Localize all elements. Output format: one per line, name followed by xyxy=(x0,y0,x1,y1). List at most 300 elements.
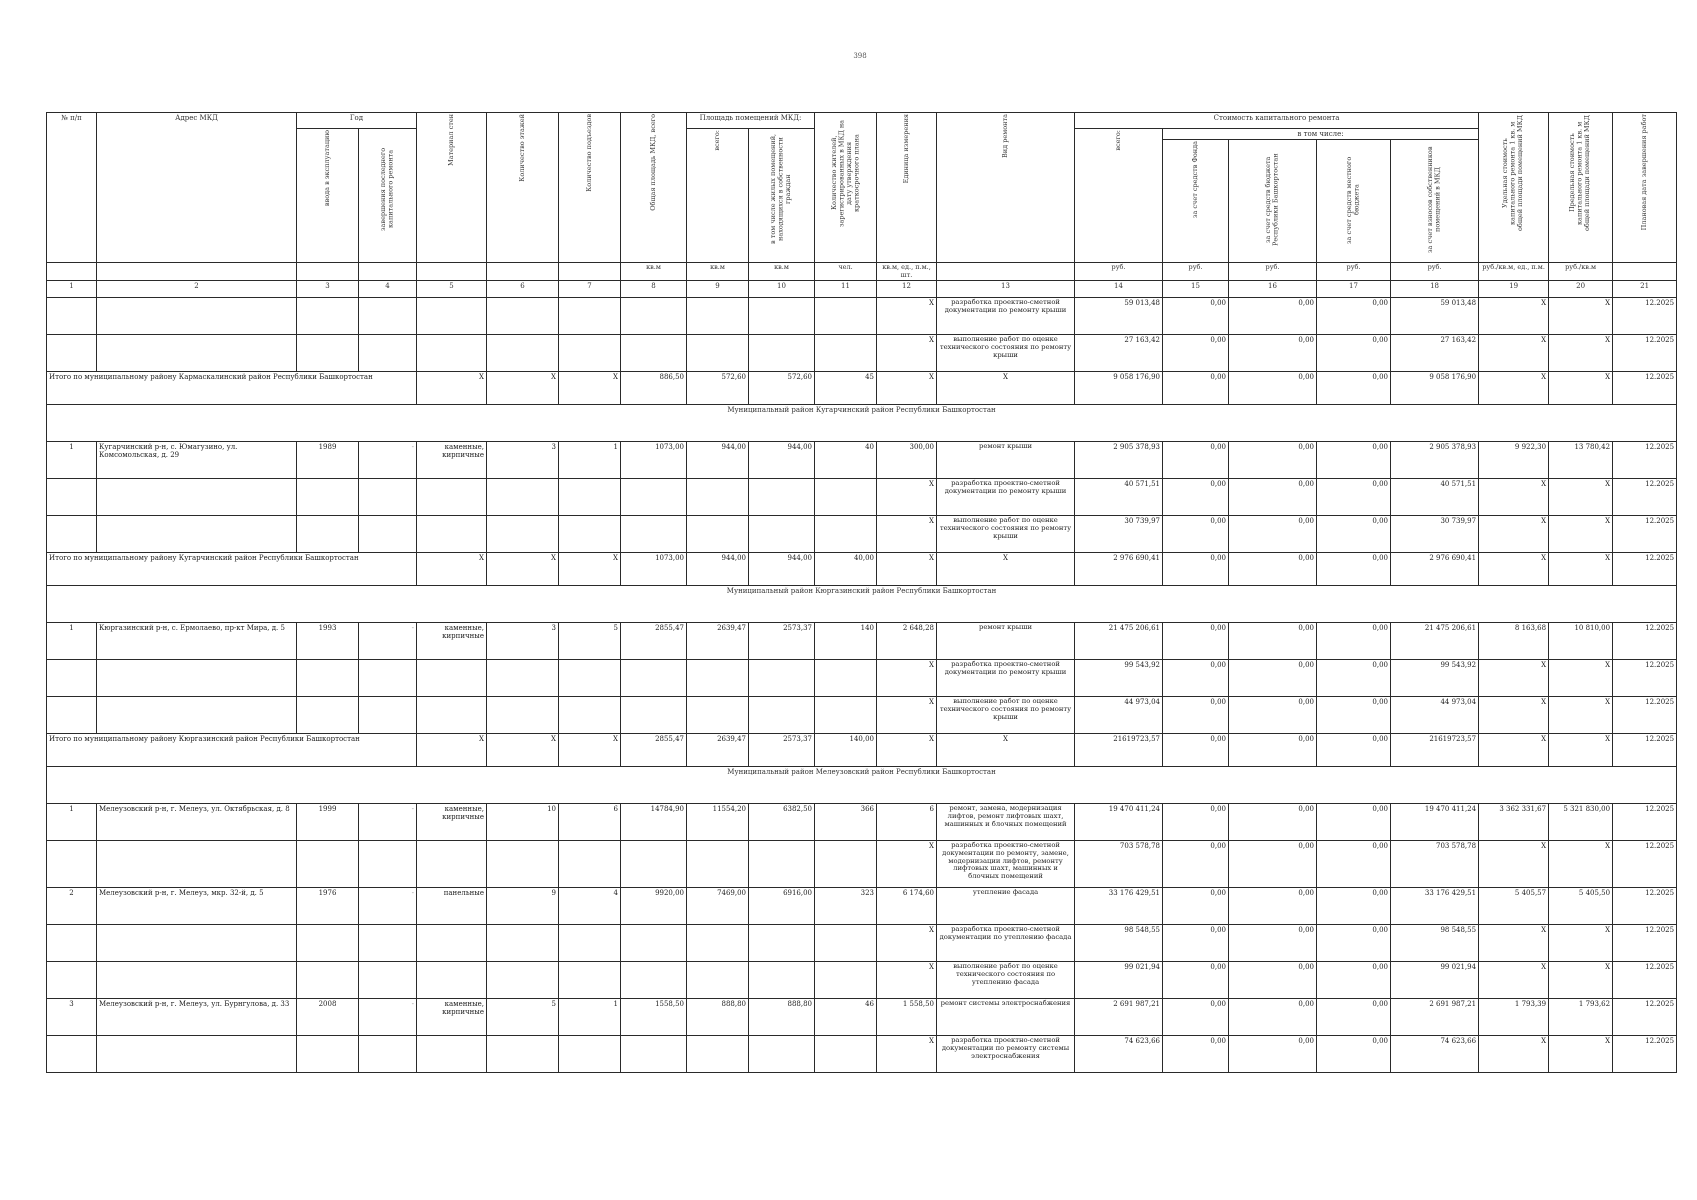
cell-repair-year xyxy=(359,479,417,516)
total-deadline: 12.2025 xyxy=(1613,372,1677,405)
cell-deadline: 12.2025 xyxy=(1613,298,1677,335)
cell-num xyxy=(47,335,97,372)
header-premises-group: Площадь помещений МКД: xyxy=(687,113,815,129)
cell-republic: 0,00 xyxy=(1229,697,1317,734)
cell-material: панельные xyxy=(417,888,487,925)
header-address: Адрес МКД xyxy=(97,113,297,263)
cell-local: 0,00 xyxy=(1317,697,1391,734)
column-number-cell: 7 xyxy=(559,281,621,298)
column-number-cell: 8 xyxy=(621,281,687,298)
cell-deadline: 12.2025 xyxy=(1613,999,1677,1036)
unit-cell xyxy=(1613,263,1677,281)
cell-prem-total xyxy=(687,335,749,372)
unit-cell: чел. xyxy=(815,263,877,281)
district-total-row xyxy=(47,734,1677,767)
cell-prem-total xyxy=(687,298,749,335)
header-work-type xyxy=(937,113,1075,263)
cell-work: разработка проектно-сметной документации по ремонту крыши xyxy=(937,298,1075,335)
total-residents: 45 xyxy=(815,372,877,405)
cell-year xyxy=(297,660,359,697)
cell-area xyxy=(621,962,687,999)
cell-area: 1558,50 xyxy=(621,999,687,1036)
cell-local: 0,00 xyxy=(1317,841,1391,888)
table-row xyxy=(47,660,1677,697)
cell-repair-year xyxy=(359,925,417,962)
cell-owners: 21 475 206,61 xyxy=(1391,623,1479,660)
table-row xyxy=(47,335,1677,372)
cell-limit: X xyxy=(1549,697,1613,734)
cell-unit-cost: X xyxy=(1479,841,1549,888)
cell-area xyxy=(621,925,687,962)
cell-year: 1989 xyxy=(297,442,359,479)
cell-year: 1999 xyxy=(297,804,359,841)
cell-prem-res: 6916,00 xyxy=(749,888,815,925)
district-name: Муниципальный район Кугарчинский район Республики Башкортостан xyxy=(47,405,1677,442)
cell-entrances xyxy=(559,925,621,962)
cell-entrances xyxy=(559,841,621,888)
cell-deadline: 12.2025 xyxy=(1613,697,1677,734)
cell-prem-total xyxy=(687,660,749,697)
header-floors-text: Количество этажей xyxy=(517,114,526,182)
cell-unit-cost: X xyxy=(1479,962,1549,999)
cell-limit: X xyxy=(1549,962,1613,999)
cell-total: 27 163,42 xyxy=(1075,335,1163,372)
cell-entrances: 1 xyxy=(559,442,621,479)
cell-total: 99 543,92 xyxy=(1075,660,1163,697)
cell-limit: 5 405,50 xyxy=(1549,888,1613,925)
cell-residents: 366 xyxy=(815,804,877,841)
cell-qty: 6 xyxy=(877,804,937,841)
total-total: 9 058 176,90 xyxy=(1075,372,1163,405)
cell-unit-cost: 1 793,39 xyxy=(1479,999,1549,1036)
cell-material xyxy=(417,660,487,697)
cell-material: каменные, кирпичные xyxy=(417,623,487,660)
header-cost-owners xyxy=(1391,140,1479,263)
cell-limit: X xyxy=(1549,1036,1613,1073)
cell-entrances: 5 xyxy=(559,623,621,660)
cell-address: Кюргазинский р-н, с. Ермолаево, пр-кт Мира, д. 5 xyxy=(97,623,297,660)
cell-num xyxy=(47,925,97,962)
cell-qty: 1 558,50 xyxy=(877,999,937,1036)
cell-entrances: 6 xyxy=(559,804,621,841)
cell-num xyxy=(47,660,97,697)
header-wall-material-text: Материал стен xyxy=(446,114,455,166)
header-entrances xyxy=(559,113,621,263)
header-work-type-text: Вид ремонта xyxy=(1000,114,1009,158)
cell-area xyxy=(621,697,687,734)
cell-num xyxy=(47,841,97,888)
cell-entrances xyxy=(559,697,621,734)
cell-year xyxy=(297,841,359,888)
cell-work: выполнение работ по оценке технического состояния по ремонту крыши xyxy=(937,335,1075,372)
cell-work: утепление фасада xyxy=(937,888,1075,925)
cell-owners: 74 623,66 xyxy=(1391,1036,1479,1073)
cell-qty: 2 648,28 xyxy=(877,623,937,660)
cell-qty: 6 174,60 xyxy=(877,888,937,925)
header-deadline-text: Плановая дата завершения работ xyxy=(1639,114,1648,231)
cell-prem-total xyxy=(687,1036,749,1073)
header-limit-cost-text: Предельная стоимость капитального ремонта 1 кв. м общей площади помещений МКД xyxy=(1568,115,1592,231)
cell-work: разработка проектно-сметной документации по ремонту системы электроснабжения xyxy=(937,1036,1075,1073)
cell-repair-year: - xyxy=(359,999,417,1036)
header-year-group: Год xyxy=(297,113,417,129)
total-entrances: X xyxy=(559,553,621,586)
cell-repair-year: - xyxy=(359,888,417,925)
header-year-commission-text: ввода в эксплуатацию xyxy=(322,130,331,207)
unit-cell: руб. xyxy=(1317,263,1391,281)
column-number-cell: 4 xyxy=(359,281,417,298)
cell-republic: 0,00 xyxy=(1229,516,1317,553)
cell-floors: 3 xyxy=(487,623,559,660)
total-owners: 9 058 176,90 xyxy=(1391,372,1479,405)
cell-material xyxy=(417,1036,487,1073)
cell-work: выполнение работ по оценке технического состояния по утеплению фасада xyxy=(937,962,1075,999)
cell-deadline: 12.2025 xyxy=(1613,804,1677,841)
cell-num xyxy=(47,516,97,553)
header-year-last-repair xyxy=(359,129,417,263)
cell-num: 1 xyxy=(47,442,97,479)
header-cost-local-text: за счет средств местного бюджета xyxy=(1345,156,1361,244)
unit-cell: кв.м xyxy=(687,263,749,281)
total-label: Итого по муниципальному району Кармаскалинский район Республики Башкортостан xyxy=(47,372,417,405)
table-row xyxy=(47,925,1677,962)
header-cost-total-text: всего: xyxy=(1113,130,1122,151)
cell-deadline: 12.2025 xyxy=(1613,841,1677,888)
cell-local: 0,00 xyxy=(1317,516,1391,553)
cell-republic: 0,00 xyxy=(1229,660,1317,697)
cell-deadline: 12.2025 xyxy=(1613,660,1677,697)
district-band-row xyxy=(47,767,1677,804)
cell-material xyxy=(417,925,487,962)
cell-floors xyxy=(487,479,559,516)
cell-floors xyxy=(487,660,559,697)
cell-floors xyxy=(487,962,559,999)
column-number-cell: 3 xyxy=(297,281,359,298)
cell-area: 1073,00 xyxy=(621,442,687,479)
cell-local: 0,00 xyxy=(1317,442,1391,479)
column-number-cell: 21 xyxy=(1613,281,1677,298)
cell-owners: 59 013,48 xyxy=(1391,298,1479,335)
district-band-row xyxy=(47,586,1677,623)
cell-material xyxy=(417,697,487,734)
header-entrances-text: Количество подъездов xyxy=(584,114,593,192)
cell-residents: 46 xyxy=(815,999,877,1036)
cell-residents: 323 xyxy=(815,888,877,925)
unit-cell xyxy=(937,263,1075,281)
cell-entrances xyxy=(559,335,621,372)
cell-num: 1 xyxy=(47,804,97,841)
cell-qty: 300,00 xyxy=(877,442,937,479)
table-row xyxy=(47,516,1677,553)
total-unit-cost: X xyxy=(1479,372,1549,405)
cell-owners: 44 973,04 xyxy=(1391,697,1479,734)
total-unit-cost: X xyxy=(1479,553,1549,586)
cell-republic: 0,00 xyxy=(1229,298,1317,335)
cell-republic: 0,00 xyxy=(1229,888,1317,925)
cell-repair-year xyxy=(359,697,417,734)
column-number-cell: 14 xyxy=(1075,281,1163,298)
cell-residents xyxy=(815,335,877,372)
cell-prem-res: 6382,50 xyxy=(749,804,815,841)
cell-deadline: 12.2025 xyxy=(1613,479,1677,516)
cell-repair-year xyxy=(359,516,417,553)
table-row xyxy=(47,804,1677,841)
cell-entrances xyxy=(559,516,621,553)
cell-repair-year xyxy=(359,1036,417,1073)
cell-address xyxy=(97,962,297,999)
cell-material: каменные, кирпичные xyxy=(417,442,487,479)
cell-year xyxy=(297,516,359,553)
cell-year xyxy=(297,479,359,516)
cell-year xyxy=(297,925,359,962)
cell-fund: 0,00 xyxy=(1163,335,1229,372)
total-work: X xyxy=(937,372,1075,405)
column-number-cell: 12 xyxy=(877,281,937,298)
table-row xyxy=(47,442,1677,479)
total-local: 0,00 xyxy=(1317,372,1391,405)
repair-plan-sheet xyxy=(46,112,1675,1094)
cell-residents xyxy=(815,1036,877,1073)
cell-qty: X xyxy=(877,516,937,553)
cell-limit: 5 321 830,00 xyxy=(1549,804,1613,841)
total-total: 21619723,57 xyxy=(1075,734,1163,767)
cell-work: ремонт крыши xyxy=(937,442,1075,479)
cell-prem-total xyxy=(687,697,749,734)
header-premises-total-text: всего: xyxy=(712,130,721,151)
header-premises-residential xyxy=(749,129,815,263)
cell-owners: 19 470 411,24 xyxy=(1391,804,1479,841)
header-floors xyxy=(487,113,559,263)
cell-limit: X xyxy=(1549,660,1613,697)
total-work: X xyxy=(937,734,1075,767)
column-number-cell: 19 xyxy=(1479,281,1549,298)
cell-floors: 10 xyxy=(487,804,559,841)
cell-prem-res: 2573,37 xyxy=(749,623,815,660)
cell-qty: X xyxy=(877,1036,937,1073)
total-area: 1073,00 xyxy=(621,553,687,586)
header-premises-residential-text: в том числе жилых помещений, находящихся в собственности граждан xyxy=(769,133,793,245)
cell-work: разработка проектно-сметной документации по ремонту, замене, модернизации лифтов, ремонту лифтовых шахт, машинных и блочных помещений xyxy=(937,841,1075,888)
column-number-cell: 15 xyxy=(1163,281,1229,298)
header-year-commission xyxy=(297,129,359,263)
total-qty: X xyxy=(877,734,937,767)
cell-republic: 0,00 xyxy=(1229,925,1317,962)
column-number-cell: 16 xyxy=(1229,281,1317,298)
cell-fund: 0,00 xyxy=(1163,1036,1229,1073)
cell-material: каменные, кирпичные xyxy=(417,804,487,841)
cell-prem-res xyxy=(749,1036,815,1073)
cell-prem-total: 2639,47 xyxy=(687,623,749,660)
header-year-last-repair-text: завершения последнего капитального ремонта xyxy=(379,147,395,231)
total-floors: X xyxy=(487,734,559,767)
header-cost-total xyxy=(1075,129,1163,263)
cell-floors xyxy=(487,335,559,372)
unit-cell: кв.м xyxy=(749,263,815,281)
total-republic: 0,00 xyxy=(1229,372,1317,405)
repair-plan-table xyxy=(46,112,1677,1073)
cell-qty: X xyxy=(877,479,937,516)
cell-limit: X xyxy=(1549,516,1613,553)
cell-entrances xyxy=(559,660,621,697)
district-name: Муниципальный район Мелеузовский район Республики Башкортостан xyxy=(47,767,1677,804)
header-unit-text: Единица измерения xyxy=(901,114,910,184)
cell-area xyxy=(621,479,687,516)
cell-unit-cost: 3 362 331,67 xyxy=(1479,804,1549,841)
unit-cell xyxy=(47,263,97,281)
cell-prem-total xyxy=(687,962,749,999)
cell-owners: 33 176 429,51 xyxy=(1391,888,1479,925)
header-limit-cost xyxy=(1549,113,1613,263)
cell-unit-cost: X xyxy=(1479,298,1549,335)
cell-republic: 0,00 xyxy=(1229,335,1317,372)
cell-local: 0,00 xyxy=(1317,479,1391,516)
total-prem-res: 2573,37 xyxy=(749,734,815,767)
total-owners: 21619723,57 xyxy=(1391,734,1479,767)
total-prem-total: 944,00 xyxy=(687,553,749,586)
cell-limit: X xyxy=(1549,298,1613,335)
cell-material xyxy=(417,298,487,335)
cell-work: ремонт крыши xyxy=(937,623,1075,660)
total-fund: 0,00 xyxy=(1163,372,1229,405)
total-local: 0,00 xyxy=(1317,734,1391,767)
cell-material xyxy=(417,335,487,372)
header-total-area-text: Общая площадь МКД, всего xyxy=(648,114,657,211)
cell-qty: X xyxy=(877,925,937,962)
cell-total: 19 470 411,24 xyxy=(1075,804,1163,841)
cell-floors xyxy=(487,1036,559,1073)
cell-year: 1993 xyxy=(297,623,359,660)
cell-deadline: 12.2025 xyxy=(1613,925,1677,962)
column-number-cell: 5 xyxy=(417,281,487,298)
cell-local: 0,00 xyxy=(1317,298,1391,335)
cell-entrances: 1 xyxy=(559,999,621,1036)
cell-material xyxy=(417,962,487,999)
cell-limit: X xyxy=(1549,841,1613,888)
total-floors: X xyxy=(487,372,559,405)
cell-fund: 0,00 xyxy=(1163,925,1229,962)
cell-deadline: 12.2025 xyxy=(1613,335,1677,372)
cell-unit-cost: X xyxy=(1479,335,1549,372)
total-republic: 0,00 xyxy=(1229,734,1317,767)
cell-total: 44 973,04 xyxy=(1075,697,1163,734)
total-fund: 0,00 xyxy=(1163,553,1229,586)
cell-address xyxy=(97,479,297,516)
cell-work: разработка проектно-сметной документации по ремонту крыши xyxy=(937,479,1075,516)
column-number-cell: 2 xyxy=(97,281,297,298)
table-row xyxy=(47,298,1677,335)
cell-repair-year: - xyxy=(359,623,417,660)
cell-work: выполнение работ по оценке технического состояния по ремонту крыши xyxy=(937,516,1075,553)
cell-fund: 0,00 xyxy=(1163,660,1229,697)
cell-repair-year xyxy=(359,841,417,888)
cell-work: ремонт, замена, модернизация лифтов, ремонт лифтовых шахт, машинных и блочных помещений xyxy=(937,804,1075,841)
cell-work: выполнение работ по оценке технического состояния по ремонту крыши xyxy=(937,697,1075,734)
cell-area xyxy=(621,516,687,553)
total-owners: 2 976 690,41 xyxy=(1391,553,1479,586)
cell-prem-total xyxy=(687,516,749,553)
cell-prem-res xyxy=(749,335,815,372)
total-prem-total: 2639,47 xyxy=(687,734,749,767)
cell-local: 0,00 xyxy=(1317,962,1391,999)
table-row xyxy=(47,479,1677,516)
header-deadline xyxy=(1613,113,1677,263)
total-material: X xyxy=(417,734,487,767)
total-material: X xyxy=(417,372,487,405)
unit-cell: руб. xyxy=(1229,263,1317,281)
cell-total: 30 739,97 xyxy=(1075,516,1163,553)
header-cost-republic-text: за счет средств бюджета Республики Башкортостан xyxy=(1264,153,1280,247)
cell-prem-res xyxy=(749,925,815,962)
cell-local: 0,00 xyxy=(1317,335,1391,372)
cell-prem-res xyxy=(749,516,815,553)
cell-num xyxy=(47,1036,97,1073)
cell-material xyxy=(417,479,487,516)
cell-limit: 1 793,62 xyxy=(1549,999,1613,1036)
cell-num: 2 xyxy=(47,888,97,925)
unit-cell: руб./кв.м, ед., п.м. xyxy=(1479,263,1549,281)
cell-year: 1976 xyxy=(297,888,359,925)
district-total-row xyxy=(47,372,1677,405)
cell-republic: 0,00 xyxy=(1229,442,1317,479)
cell-qty: X xyxy=(877,697,937,734)
header-premises-total xyxy=(687,129,749,263)
cell-total: 40 571,51 xyxy=(1075,479,1163,516)
column-number-cell: 1 xyxy=(47,281,97,298)
cell-deadline: 12.2025 xyxy=(1613,516,1677,553)
unit-cell: руб. xyxy=(1075,263,1163,281)
cell-prem-res: 888,80 xyxy=(749,999,815,1036)
cell-deadline: 12.2025 xyxy=(1613,1036,1677,1073)
cell-prem-res xyxy=(749,479,815,516)
cell-qty: X xyxy=(877,962,937,999)
cell-residents xyxy=(815,697,877,734)
header-residents-text: Количество жителей, зарегистрированных в МКД на дату утверждения краткосрочного плана xyxy=(829,119,860,227)
cell-address: Мелеузовский р-н, г. Мелеуз, ул. Октябрьская, д. 8 xyxy=(97,804,297,841)
unit-cell xyxy=(97,263,297,281)
cell-prem-total: 888,80 xyxy=(687,999,749,1036)
cell-local: 0,00 xyxy=(1317,999,1391,1036)
cell-fund: 0,00 xyxy=(1163,479,1229,516)
cell-prem-total xyxy=(687,841,749,888)
total-prem-res: 572,60 xyxy=(749,372,815,405)
cell-residents xyxy=(815,925,877,962)
cell-fund: 0,00 xyxy=(1163,697,1229,734)
cell-material: каменные, кирпичные xyxy=(417,999,487,1036)
cell-entrances xyxy=(559,298,621,335)
column-number-cell: 6 xyxy=(487,281,559,298)
cell-address xyxy=(97,660,297,697)
cell-deadline: 12.2025 xyxy=(1613,442,1677,479)
cell-floors xyxy=(487,298,559,335)
cell-owners: 27 163,42 xyxy=(1391,335,1479,372)
total-material: X xyxy=(417,553,487,586)
cell-floors: 5 xyxy=(487,999,559,1036)
cell-num: 3 xyxy=(47,999,97,1036)
cell-prem-total: 944,00 xyxy=(687,442,749,479)
cell-total: 2 905 378,93 xyxy=(1075,442,1163,479)
column-number-cell: 11 xyxy=(815,281,877,298)
cell-local: 0,00 xyxy=(1317,888,1391,925)
cell-prem-res xyxy=(749,697,815,734)
header-cost-local xyxy=(1317,140,1391,263)
cell-area xyxy=(621,1036,687,1073)
total-total: 2 976 690,41 xyxy=(1075,553,1163,586)
cell-floors xyxy=(487,516,559,553)
cell-republic: 0,00 xyxy=(1229,479,1317,516)
total-prem-total: 572,60 xyxy=(687,372,749,405)
total-area: 886,50 xyxy=(621,372,687,405)
column-number-cell: 17 xyxy=(1317,281,1391,298)
